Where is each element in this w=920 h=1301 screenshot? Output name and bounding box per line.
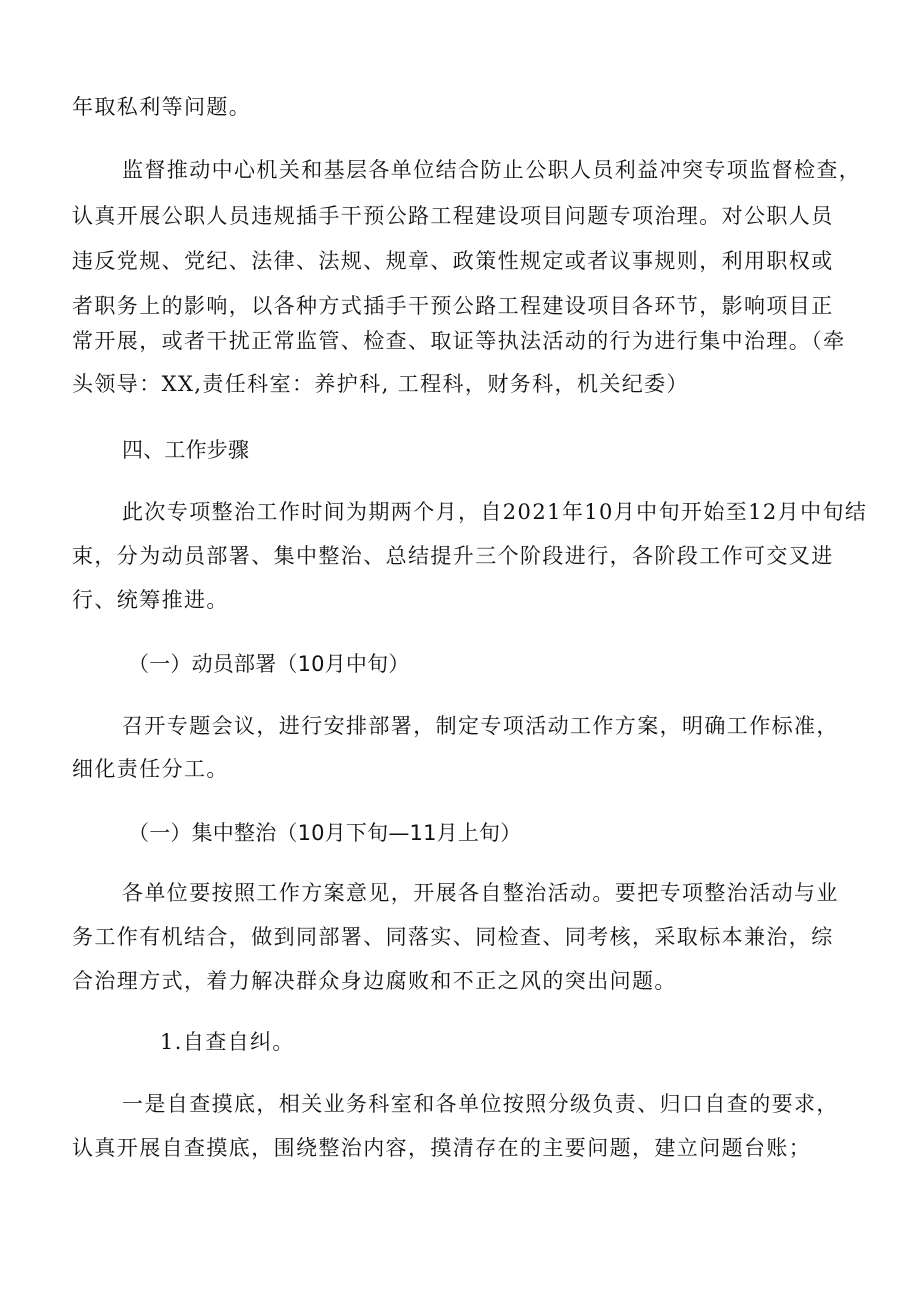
paragraph-mobilize-line-1: 召开专题会议，进行安排部署，制定专项活动工作方案，明确工作标准， [122, 714, 839, 738]
subheading-mobilize: （一）动员部署（10月中旬） [128, 652, 410, 676]
paragraph-supervise-line-1: 监督推动中心机关和基层各单位结合防止公职人员利益冲突专项监督检查， [122, 158, 862, 182]
paragraph-rectify-line-3: 合治理方式，着力解决群众身边腐败和不正之风的突出问题。 [72, 969, 677, 993]
paragraph-rectify-line-2: 务工作有机结合，做到同部署、同落实、同检查、同考核，采取标本兼治，综 [72, 925, 834, 949]
paragraph-supervise-line-3: 违反党规、党纪、法律、法规、规章、政策性规定或者议事规则，利用职权或 [72, 249, 834, 273]
subheading-rectify: （一）集中整治（10月下旬—11月上旬） [128, 821, 522, 845]
paragraph-steps-line-1: 此次专项整治工作时间为期两个月，自2021年10月中旬开始至12月中旬结 [122, 500, 868, 524]
paragraph-self-check-line-1: 一是自查摸底，相关业务科室和各单位按照分级负责、归口自查的要求， [122, 1092, 839, 1116]
paragraph-self-check-line-2: 认真开展自查摸底，围绕整治内容，摸清存在的主要问题，建立问题台账； [72, 1136, 812, 1160]
paragraph-supervise-line-6: 头领导：XX,责任科室：养护科, 工程科，财务科，机关纪委） [72, 372, 689, 396]
paragraph-supervise-line-5: 常开展，或者干扰正常监管、检查、取证等执法活动的行为进行集中治理。（牵 [72, 329, 846, 353]
paragraph-supervise-line-4: 者职务上的影响，以各种方式插手干预公路工程建设项目各环节，影响项目正 [72, 294, 834, 318]
paragraph-supervise-line-2: 认真开展公职人员违规插手干预公路工程建设项目问题专项治理。对公职人员 [72, 204, 834, 228]
paragraph-steps-line-2: 束，分为动员部署、集中整治、总结提升三个阶段进行，各阶段工作可交叉进 [72, 544, 834, 568]
paragraph-rectify-line-1: 各单位要按照工作方案意见，开展各自整治活动。要把专项整治活动与业 [122, 881, 839, 905]
paragraph-steps-line-3: 行、统筹推进。 [72, 588, 229, 612]
subheading-self-check: 1.自查自纠。 [160, 1030, 295, 1054]
paragraph-intro-line-1: 年取私利等问题。 [72, 95, 252, 119]
section-heading-steps: 四、工作步骤 [122, 438, 250, 462]
paragraph-mobilize-line-2: 细化责任分工。 [72, 757, 229, 781]
